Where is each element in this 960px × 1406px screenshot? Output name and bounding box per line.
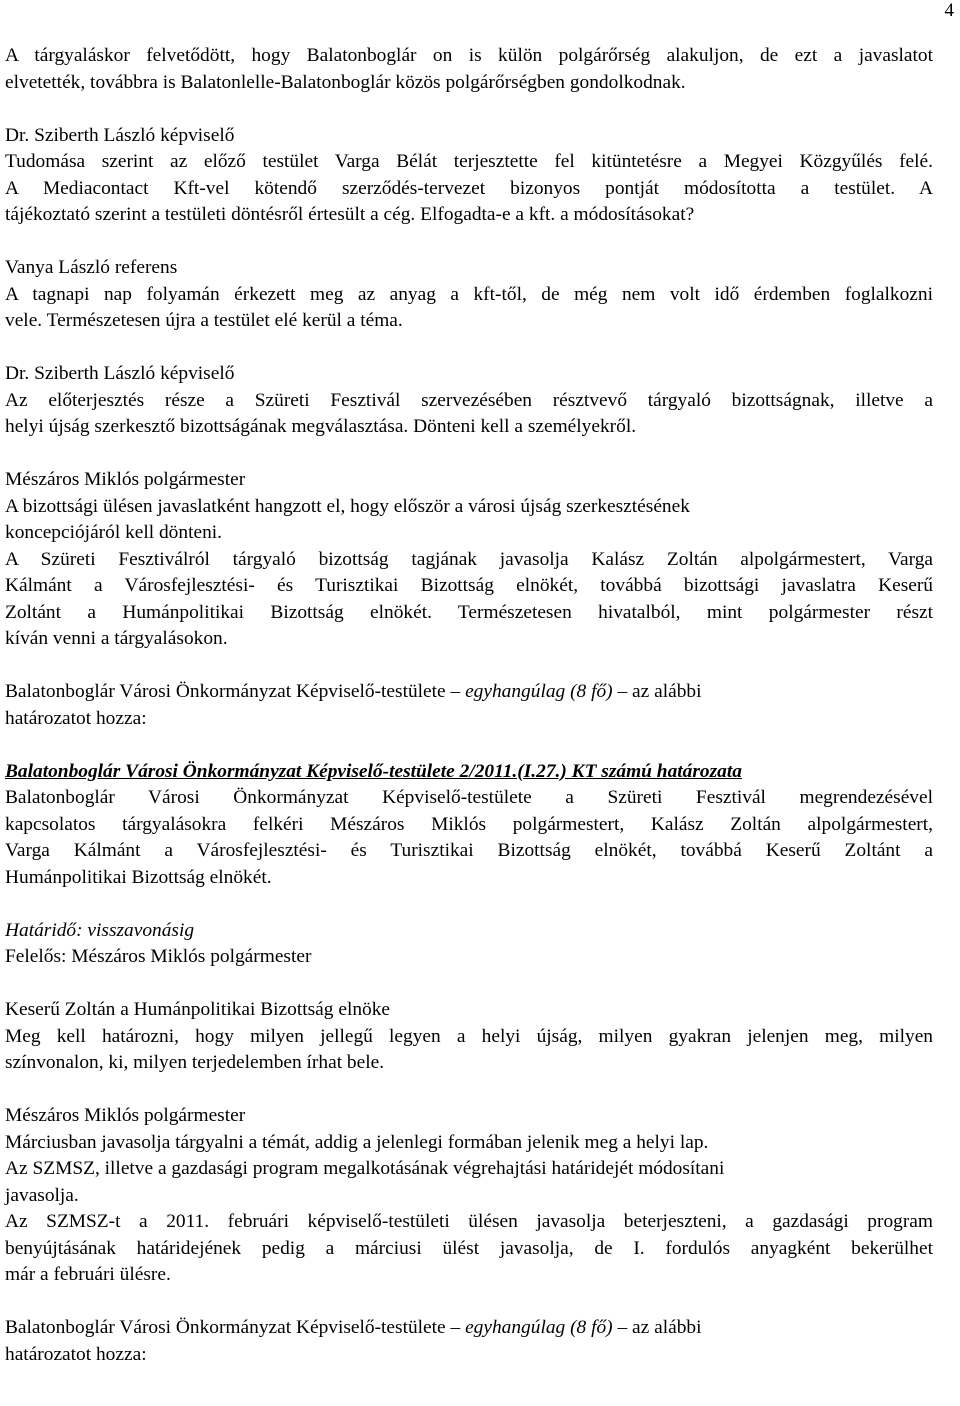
speaker-name: Mészáros Miklós polgármester <box>5 469 246 490</box>
text-line <box>5 679 933 706</box>
paragraph-resolution-intro-1 <box>5 679 933 732</box>
paragraph-meszaros-2 <box>5 1103 933 1289</box>
paragraph-sziberth-2 <box>5 361 933 441</box>
text-line: A bizottsági ülésen javaslatként hangzott el, hogy először a városi újság szerkesztésének <box>5 495 690 517</box>
paragraph-deadline <box>5 918 933 971</box>
paragraph-sziberth-1 <box>5 123 933 229</box>
speaker-name: Dr. Sziberth László képviselő <box>5 124 235 146</box>
text-line: Zoltánt a Humánpolitikai Bizottság elnökét. Természetesen hivatalból, mint polgármester részt <box>5 601 933 623</box>
text-line: Tudomása szerint az előző testület Varga Bélát terjesztette fel kitüntetésre a Megyei Közgyűlés felé. <box>5 151 933 172</box>
speaker-name: Mészáros Miklós polgármester <box>5 1105 246 1126</box>
resolution-title: Balatonboglár Városi Önkormányzat Képviselő-testülete 2/2011.(I.27.) KT számú határozata <box>5 760 742 782</box>
text-line: Az SZMSZ, illetve a gazdasági program megalkotásának végrehajtási határidejét módosítani <box>5 1158 725 1179</box>
text-line: javasolja. <box>5 1184 79 1206</box>
text-line: Az SZMSZ-t a 2011. februári képviselő-testületi ülésen javasolja beterjeszteni, a gazdasági program <box>5 1211 933 1232</box>
speaker-name: Keserű Zoltán a Humánpolitikai Bizottság elnöke <box>5 999 391 1020</box>
speaker-name: Vanya László referens <box>5 257 178 278</box>
text-line: színvonalon, ki, milyen terjedelemben írhat bele. <box>5 1052 385 1073</box>
paragraph-meszaros-1 <box>5 467 933 653</box>
deadline: Határidő: visszavonásig <box>5 919 195 941</box>
text-line: Humánpolitikai Bizottság elnökét. <box>5 866 272 888</box>
council-text: Balatonboglár Városi Önkormányzat Képviselő-testülete – <box>5 681 461 702</box>
page-number: 4 <box>944 0 954 21</box>
text-line: kapcsolatos tárgyalásokra felkéri Mészáros Miklós polgármestert, Kalász Zoltán alpolgármestert, <box>5 813 933 835</box>
document-body <box>5 43 933 1368</box>
text-line: határozatot hozza: <box>5 707 147 729</box>
text-line: Balatonboglár Városi Önkormányzat Képviselő-testülete a Szüreti Fesztivál megrendezésével <box>5 787 933 808</box>
vote-result: egyhangúlag (8 fő) <box>465 681 613 702</box>
paragraph-polgarorseg <box>5 43 933 96</box>
paragraph-keseru <box>5 997 933 1077</box>
text-line: Az előterjesztés része a Szüreti Fesztivál szervezésében résztvevő tárgyaló bizottságnak, illetve a <box>5 389 933 411</box>
text-line: Meg kell határozni, hogy milyen jellegű legyen a helyi újság, milyen gyakran jelenjen meg, milyen <box>5 1025 933 1047</box>
text-line: A tárgyaláskor felvetődött, hogy Balatonboglár on is külön polgárőrség alakuljon, de ezt a javaslatot <box>5 45 933 66</box>
text-line: koncepciójáról kell dönteni. <box>5 522 222 543</box>
text-line: Márciusban javasolja tárgyalni a témát, addig a jelenlegi formában jelenik meg a helyi lap. <box>5 1131 709 1153</box>
text-line: helyi újság szerkesztő bizottságának megválasztása. Dönteni kell a személyekről. <box>5 416 637 437</box>
text-line: A Szüreti Fesztiválról tárgyaló bizottság tagjának javasolja Kalász Zoltán alpolgármestert, Varga <box>5 548 933 570</box>
council-text: Balatonboglár Városi Önkormányzat Képviselő-testülete – <box>5 1317 461 1338</box>
text-line: A Mediacontact Kft-vel kötendő szerződés-tervezet bizonyos pontját módosította a testület. A <box>5 177 933 199</box>
paragraph-resolution-intro-2 <box>5 1315 933 1368</box>
text-line: tájékoztató szerint a testületi döntésről értesült a cég. Elfogadta-e a kft. a módosításokat? <box>5 204 695 225</box>
paragraph-resolution <box>5 759 933 892</box>
speaker-name: Dr. Sziberth László képviselő <box>5 363 235 384</box>
text-line: kíván venni a tárgyalásokon. <box>5 628 228 649</box>
responsible: Felelős: Mészáros Miklós polgármester <box>5 946 312 967</box>
text-line: Varga Kálmánt a Városfejlesztési- és Turisztikai Bizottság elnökét, továbbá Keserű Zoltánt a <box>5 840 933 861</box>
text-fragment: – az alábbi <box>617 1317 702 1338</box>
text-line: A tagnapi nap folyamán érkezett meg az anyag a kft-től, de még nem volt idő érdemben foglalkozni <box>5 283 933 305</box>
text-fragment: – az alábbi <box>617 681 702 702</box>
paragraph-vanya <box>5 255 933 335</box>
text-line: már a februári ülésre. <box>5 1264 171 1285</box>
text-line <box>5 1315 933 1342</box>
text-line: elvetették, továbbra is Balatonlelle-Balatonboglár közös polgárőrségben gondolkodnak. <box>5 71 686 93</box>
text-line: vele. Természetesen újra a testület elé kerül a téma. <box>5 310 403 331</box>
text-line: Kálmánt a Városfejlesztési- és Turisztikai Bizottság elnökét, továbbá bizottsági javaslatra Keserű <box>5 575 933 596</box>
vote-result: egyhangúlag (8 fő) <box>465 1317 613 1338</box>
text-line: benyújtásának határidejének pedig a márciusi ülést javasolja, de I. fordulós anyagként bekerülhet <box>5 1237 933 1259</box>
text-line: határozatot hozza: <box>5 1343 147 1365</box>
